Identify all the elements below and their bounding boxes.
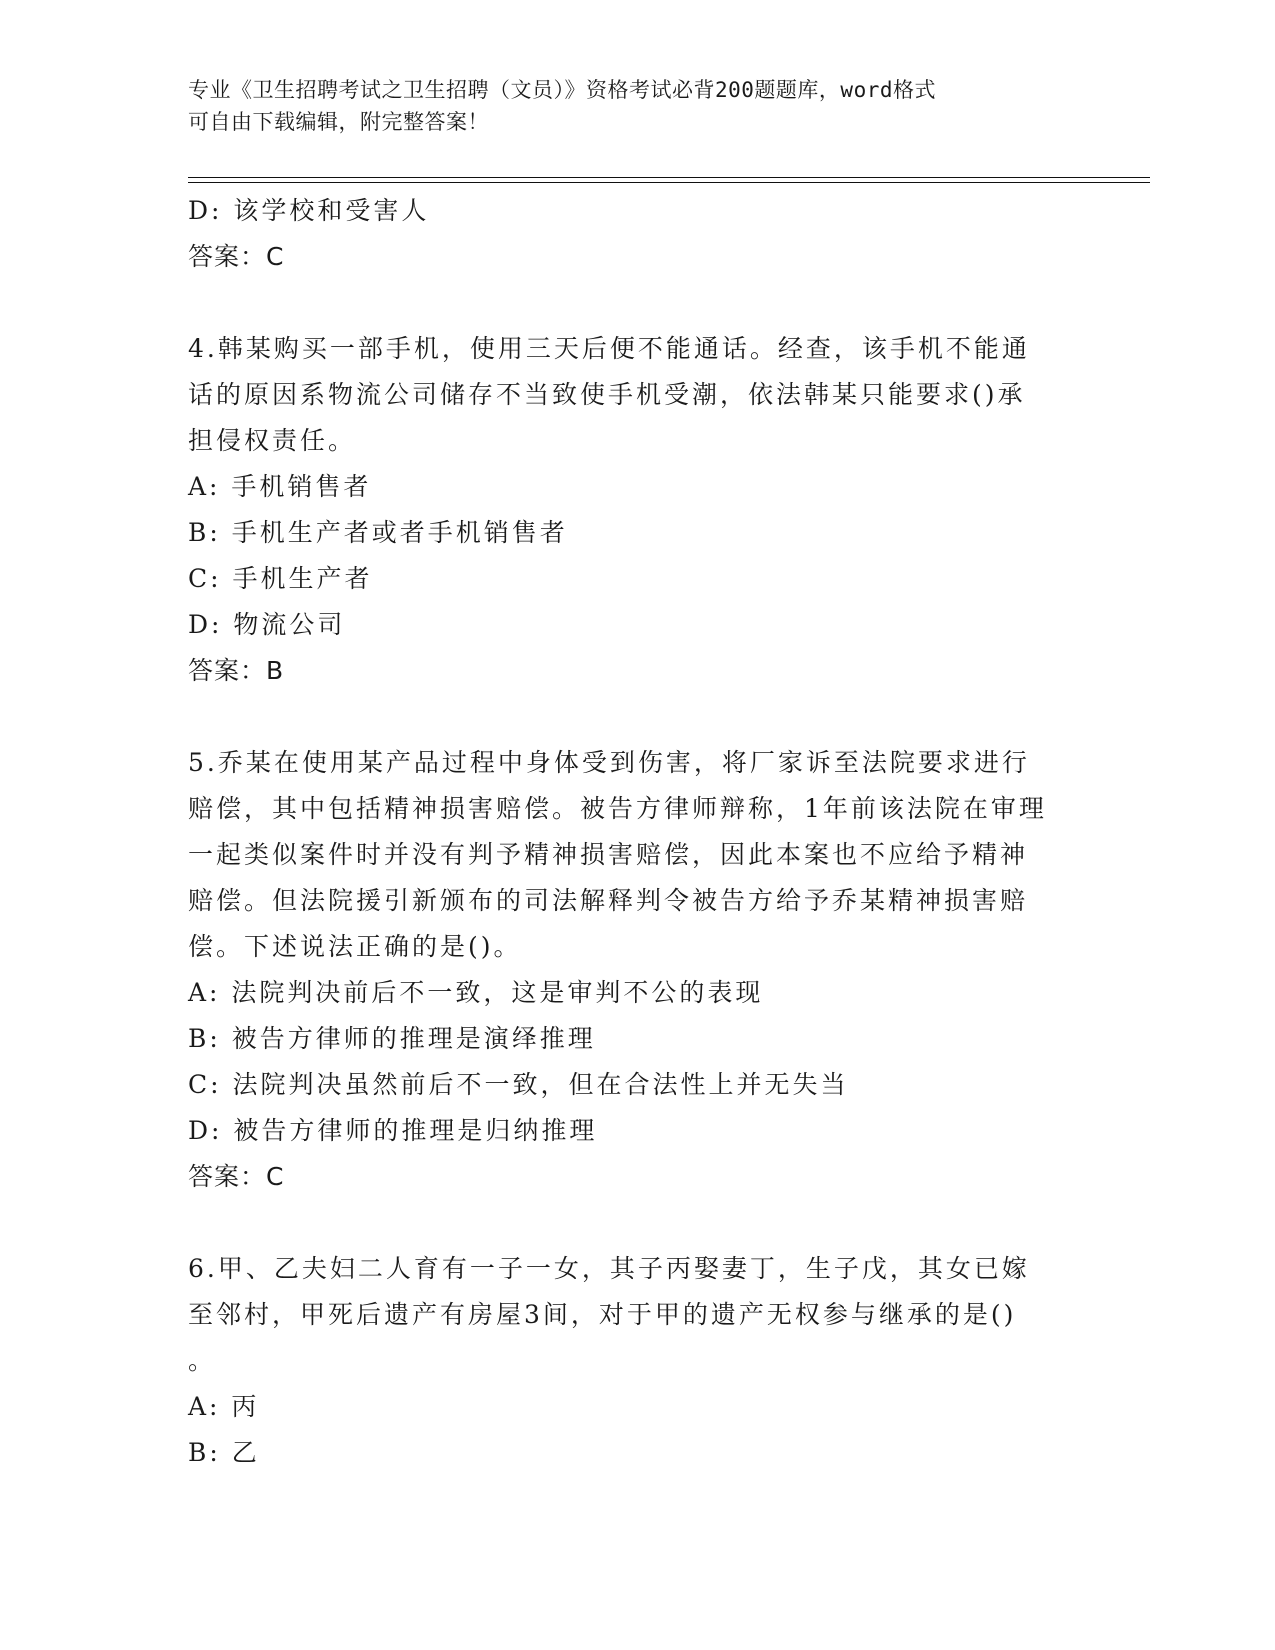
question-5 [188, 740, 1088, 1200]
question-stem-line: 5.乔某在使用某产品过程中身体受到伤害，将厂家诉至法院要求进行 [188, 748, 1030, 777]
question-6 [188, 1246, 1088, 1476]
option-b: B: 被告方律师的推理是演绎推理 [188, 1024, 596, 1053]
option-c: C: 法院判决虽然前后不一致，但在合法性上并无失当 [188, 1070, 849, 1099]
question-stem-line: 赔偿。但法院援引新颁布的司法解释判令被告方给予乔某精神损害赔 [188, 886, 1029, 915]
option-a: A: 丙 [188, 1392, 260, 1421]
option-d: D: 该学校和受害人 [188, 196, 430, 225]
question-stem-line: 6.甲、乙夫妇二人育有一子一女，其子丙娶妻丁，生子戊，其女已嫁 [188, 1254, 1030, 1283]
question-stem-line: 话的原因系物流公司储存不当致使手机受潮，依法韩某只能要求()承 [188, 380, 1026, 409]
answer: 答案：C [188, 1162, 285, 1191]
question-stem-line: 。 [188, 1346, 217, 1375]
option-d: D: 被告方律师的推理是归纳推理 [188, 1116, 598, 1145]
spacer [188, 1200, 1088, 1246]
question-stem-line: 一起类似案件时并没有判予精神损害赔偿，因此本案也不应给予精神 [188, 840, 1029, 869]
question-stem-line: 4.韩某购买一部手机，使用三天后便不能通话。经查，该手机不能通 [188, 334, 1030, 363]
option-d: D: 物流公司 [188, 610, 346, 639]
question-stem-line: 偿。下述说法正确的是()。 [188, 932, 522, 961]
question-3-tail [188, 188, 1088, 280]
question-list [188, 188, 1088, 1476]
header-divider-top [188, 177, 1150, 178]
spacer [188, 694, 1088, 740]
question-stem-line: 担侵权责任。 [188, 426, 357, 455]
option-a: A: 法院判决前后不一致，这是审判不公的表现 [188, 978, 764, 1007]
option-b: B: 手机生产者或者手机销售者 [188, 518, 568, 547]
option-b: B: 乙 [188, 1438, 260, 1467]
header-divider-bottom [188, 182, 1150, 183]
answer: 答案：C [188, 242, 285, 271]
option-c: C: 手机生产者 [188, 564, 373, 593]
question-stem-line: 至邻村，甲死后遗产有房屋3间，对于甲的遗产无权参与继承的是() [188, 1300, 1017, 1329]
answer: 答案：B [188, 656, 285, 685]
header-line-1: 专业《卫生招聘考试之卫生招聘（文员）》资格考试必背200题题库，word格式 [188, 78, 936, 102]
header-line-2: 可自由下载编辑，附完整答案！ [188, 110, 489, 134]
question-4 [188, 326, 1088, 694]
option-a: A: 手机销售者 [188, 472, 372, 501]
page-header [188, 74, 1068, 138]
spacer [188, 280, 1088, 326]
question-stem-line: 赔偿，其中包括精神损害赔偿。被告方律师辩称，1年前该法院在审理 [188, 794, 1047, 823]
